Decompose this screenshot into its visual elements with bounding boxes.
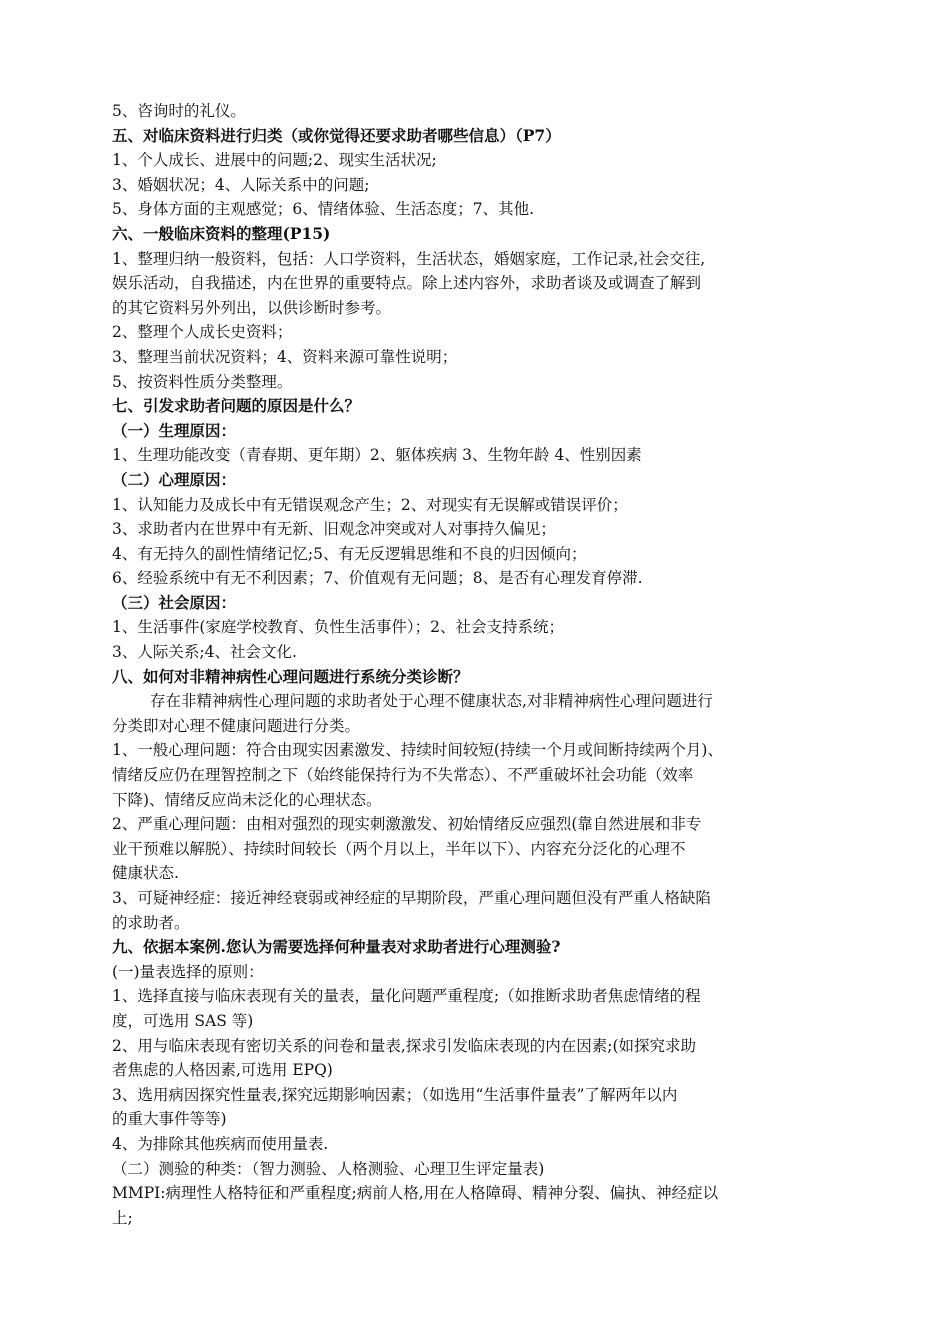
- text-line: 的重大事件等等): [112, 1110, 227, 1129]
- section-heading: 五、对临床资料进行归类（或你觉得还要求助者哪些信息）（P7）: [112, 125, 561, 145]
- subsection-heading: （二）心理原因：: [112, 469, 237, 489]
- text-line: 的其它资料另外列出，以供诊断时参考。: [112, 298, 392, 317]
- text-line: （二）测验的种类：（智力测验、人格测验、心理卫生评定量表): [112, 1159, 545, 1178]
- text-line: 上;: [112, 1208, 133, 1227]
- text-line: 3、可疑神经症：接近神经衰弱或神经症的早期阶段，严重心理问题但没有严重人格缺陷: [112, 889, 711, 907]
- text-line: 3、人际关系;4、社会文化.: [112, 643, 297, 662]
- document-page: [112, 99, 864, 1230]
- text-line: 3、整理当前状况资料；4、资料来源可靠性说明；: [112, 347, 458, 366]
- text-line: 娱乐活动，自我描述，内在世界的重要特点。除上述内容外，求助者谈及或调查了解到: [112, 274, 702, 293]
- text-line: 1、选择直接与临床表现有关的量表，量化问题严重程度;（如推断求助者焦虑情绪的程: [112, 987, 701, 1006]
- subsection-heading: （一）生理原因：: [112, 420, 237, 440]
- text-line: 度，可选用 SAS 等): [112, 1011, 254, 1030]
- text-line: 2、严重心理问题：由相对强烈的现实刺激激发、初始情绪反应强烈(靠自然进展和非专: [112, 815, 702, 834]
- section-heading: 八、如何对非精神病性心理问题进行系统分类诊断？: [112, 666, 469, 686]
- text-line: MMPI:病理性人格特征和严重程度;病前人格,用在人格障碍、精神分裂、偏执、神经症以: [112, 1184, 719, 1203]
- section-heading: 七、引发求助者问题的原因是什么？: [112, 396, 361, 416]
- text-line: 的求助者。: [112, 913, 190, 932]
- section-heading: 九、依据本案例.您认为需要选择何种量表对求助者进行心理测验?: [112, 937, 561, 957]
- text-line: 5、咨询时的礼仪。: [112, 102, 246, 120]
- text-line: 6、经验系统中有无不利因素；7、价值观有无问题；8、是否有心理发育停滞.: [112, 569, 643, 588]
- text-line: 存在非精神病性心理问题的求助者处于心理不健康状态,对非精神病性心理问题进行: [150, 692, 713, 711]
- text-line: 下降)、情绪反应尚未泛化的心理状态。: [112, 790, 382, 809]
- subsection-heading: （三）社会原因：: [112, 592, 237, 612]
- text-line: 1、一般心理问题：符合由现实因素激发、持续时间较短(持续一个月或间断持续两个月)、: [112, 741, 723, 760]
- text-line: 2、用与临床表现有密切关系的问卷和量表,探求引发临床表现的内在因素;(如探究求助: [112, 1036, 697, 1055]
- text-line: 3、选用病因探究性量表,探究远期影响因素；（如选用“生活事件量表”了解两年以内: [112, 1085, 678, 1104]
- section-heading: 六、一般临床资料的整理(P15): [112, 223, 331, 243]
- text-line: (一)量表选择的原则：: [112, 962, 264, 981]
- text-line: 业干预难以解脱）、持续时间较长（两个月以上，半年以下）、内容充分泛化的心理不: [112, 839, 686, 858]
- text-line: 3、婚姻状况；4、人际关系中的问题;: [112, 175, 370, 194]
- text-line: 1、个人成长、进展中的问题;2、现实生活状况;: [112, 151, 437, 170]
- text-line: 5、按资料性质分类整理。: [112, 372, 293, 391]
- text-line: 1、生活事件(家庭学校教育、负性生活事件）；2、社会支持系统；: [112, 618, 565, 637]
- text-line: 4、有无持久的副性情绪记忆;5、有无反逻辑思维和不良的归因倾向；: [112, 544, 587, 563]
- text-line: 1、整理归纳一般资料，包括：人口学资料，生活状态，婚姻家庭，工作记录,社会交往,: [112, 249, 706, 268]
- text-line: 1、生理功能改变（青春期、更年期）2、躯体疾病 3、生物年龄 4、性别因素: [112, 446, 642, 465]
- text-line: 4、为排除其他疾病而使用量表.: [112, 1134, 329, 1153]
- text-line: 情绪反应仍在理智控制之下（始终能保持行为不失常态）、不严重破坏社会功能（效率: [112, 766, 694, 785]
- text-line: 5、身体方面的主观感觉；6、情绪体验、生活态度；7、其他.: [112, 200, 535, 219]
- text-line: 健康状态.: [112, 864, 179, 883]
- text-line: 1、认知能力及成长中有无错误观念产生；2、对现实有无误解或错误评价；: [112, 495, 628, 514]
- text-line: 者焦虑的人格因素,可选用 EPQ): [112, 1061, 333, 1080]
- text-line: 分类即对心理不健康问题进行分类。: [112, 716, 361, 735]
- text-line: 2、整理个人成长史资料；: [112, 323, 293, 342]
- text-line: 3、求助者内在世界中有无新、旧观念冲突或对人对事持久偏见；: [112, 520, 556, 539]
